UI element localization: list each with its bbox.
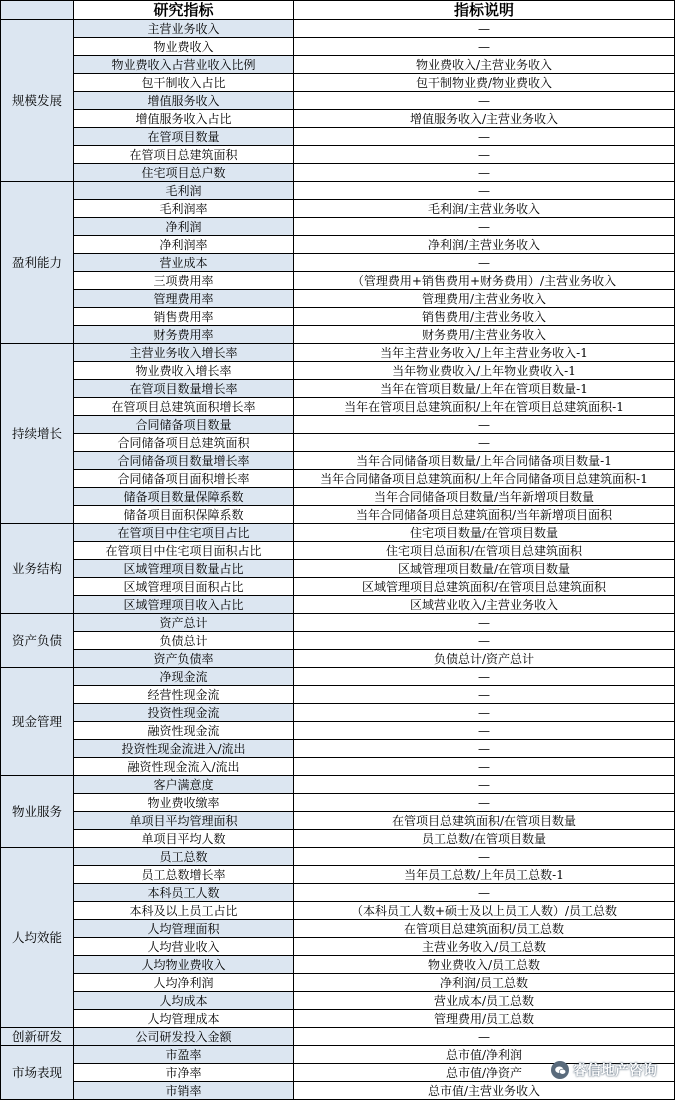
table-row xyxy=(1,92,675,110)
table-row xyxy=(1,164,675,182)
description-cell: 物业费收入/员工总数 xyxy=(294,956,675,974)
description-cell: 总市值/净利润 xyxy=(294,1046,675,1064)
table-row xyxy=(1,650,675,668)
indicator-cell: 人均管理面积 xyxy=(74,920,294,938)
table-row xyxy=(1,470,675,488)
description-cell: — xyxy=(294,146,675,164)
table-row xyxy=(1,758,675,776)
header-row xyxy=(1,1,675,20)
indicator-cell: 主营业务收入 xyxy=(74,20,294,38)
indicator-cell: 增值服务收入占比 xyxy=(74,110,294,128)
table-row xyxy=(1,326,675,344)
table-row xyxy=(1,236,675,254)
description-cell: 在管项目总建筑面积/在管项目数量 xyxy=(294,812,675,830)
description-cell: — xyxy=(294,434,675,452)
indicator-cell: 负债总计 xyxy=(74,632,294,650)
indicator-cell: 净利润 xyxy=(74,218,294,236)
header-description: 指标说明 xyxy=(294,1,675,20)
category-cell: 持续增长 xyxy=(1,344,74,524)
table-row xyxy=(1,722,675,740)
description-cell: 当年员工总数/上年员工总数-1 xyxy=(294,866,675,884)
indicator-cell: 在管项目中住宅项目面积占比 xyxy=(74,542,294,560)
description-cell: — xyxy=(294,884,675,902)
table-row xyxy=(1,596,675,614)
description-cell: 包干制物业费/物业费收入 xyxy=(294,74,675,92)
description-cell: 区域营业收入/主营业务收入 xyxy=(294,596,675,614)
indicator-cell: 净现金流 xyxy=(74,668,294,686)
indicator-cell: 主营业务收入增长率 xyxy=(74,344,294,362)
indicator-cell: 本科员工人数 xyxy=(74,884,294,902)
indicator-cell: 人均管理成本 xyxy=(74,1010,294,1028)
indicator-cell: 住宅项目总户数 xyxy=(74,164,294,182)
indicator-cell: 本科及以上员工占比 xyxy=(74,902,294,920)
indicator-cell: 合同储备项目总建筑面积 xyxy=(74,434,294,452)
description-cell: 当年合同储备项目总建筑面积/上年合同储备项目总建筑面积-1 xyxy=(294,470,675,488)
indicator-cell: 市盈率 xyxy=(74,1046,294,1064)
table-row xyxy=(1,128,675,146)
indicator-cell: 物业费收入 xyxy=(74,38,294,56)
table-row xyxy=(1,398,675,416)
indicator-cell: 管理费用率 xyxy=(74,290,294,308)
table-row xyxy=(1,1082,675,1100)
indicator-cell: 在管项目数量 xyxy=(74,128,294,146)
indicator-cell: 资产总计 xyxy=(74,614,294,632)
table-row xyxy=(1,560,675,578)
indicator-cell: 物业费收缴率 xyxy=(74,794,294,812)
table-row xyxy=(1,146,675,164)
table-row xyxy=(1,632,675,650)
table-row xyxy=(1,74,675,92)
description-cell: 当年主营业务收入/上年主营业务收入-1 xyxy=(294,344,675,362)
indicator-cell: 销售费用率 xyxy=(74,308,294,326)
indicator-cell: 区域管理项目数量占比 xyxy=(74,560,294,578)
table-row xyxy=(1,344,675,362)
table-row xyxy=(1,992,675,1010)
description-cell: — xyxy=(294,794,675,812)
table-row xyxy=(1,740,675,758)
description-cell: 住宅项目总面积/在管项目总建筑面积 xyxy=(294,542,675,560)
description-cell: — xyxy=(294,20,675,38)
description-cell: 增值服务收入/主营业务收入 xyxy=(294,110,675,128)
indicator-cell: 财务费用率 xyxy=(74,326,294,344)
table-row xyxy=(1,524,675,542)
description-cell: 管理费用/员工总数 xyxy=(294,1010,675,1028)
header-indicator: 研究指标 xyxy=(74,1,294,20)
table-row xyxy=(1,110,675,128)
table-row xyxy=(1,974,675,992)
category-cell: 规模发展 xyxy=(1,20,74,182)
category-cell: 市场表现 xyxy=(1,1046,74,1100)
indicator-cell: 三项费用率 xyxy=(74,272,294,290)
table-row xyxy=(1,614,675,632)
indicator-cell: 人均物业费收入 xyxy=(74,956,294,974)
indicator-cell: 员工总数 xyxy=(74,848,294,866)
description-cell: 当年物业费收入/上年物业费收入-1 xyxy=(294,362,675,380)
indicator-cell: 储备项目数量保障系数 xyxy=(74,488,294,506)
description-cell: — xyxy=(294,128,675,146)
indicator-cell: 区域管理项目面积占比 xyxy=(74,578,294,596)
indicator-cell: 市销率 xyxy=(74,1082,294,1100)
table-row xyxy=(1,272,675,290)
description-cell: 住宅项目数量/在管项目数量 xyxy=(294,524,675,542)
description-cell: — xyxy=(294,740,675,758)
category-cell: 现金管理 xyxy=(1,668,74,776)
description-cell: 当年合同储备项目数量/上年合同储备项目数量-1 xyxy=(294,452,675,470)
table-row xyxy=(1,902,675,920)
description-cell: 在管项目总建筑面积/员工总数 xyxy=(294,920,675,938)
description-cell: （管理费用+销售费用+财务费用）/主营业务收入 xyxy=(294,272,675,290)
description-cell: 总市值/主营业务收入 xyxy=(294,1082,675,1100)
indicator-cell: 投资性现金流 xyxy=(74,704,294,722)
description-cell: — xyxy=(294,776,675,794)
table-row xyxy=(1,920,675,938)
indicator-cell: 区域管理项目收入占比 xyxy=(74,596,294,614)
indicator-cell: 在管项目总建筑面积增长率 xyxy=(74,398,294,416)
description-cell: — xyxy=(294,182,675,200)
indicator-cell: 物业费收入占营业收入比例 xyxy=(74,56,294,74)
header-category-cell xyxy=(1,1,74,20)
description-cell: — xyxy=(294,92,675,110)
indicator-cell: 合同储备项目面积增长率 xyxy=(74,470,294,488)
description-cell: 营业成本/员工总数 xyxy=(294,992,675,1010)
description-cell: 销售费用/主营业务收入 xyxy=(294,308,675,326)
indicator-cell: 单项目平均人数 xyxy=(74,830,294,848)
table-row xyxy=(1,254,675,272)
description-cell: 财务费用/主营业务收入 xyxy=(294,326,675,344)
category-cell: 业务结构 xyxy=(1,524,74,614)
table-row xyxy=(1,866,675,884)
watermark xyxy=(551,1060,657,1080)
description-cell: 毛利润/主营业务收入 xyxy=(294,200,675,218)
description-cell: 净利润/员工总数 xyxy=(294,974,675,992)
description-cell: 物业费收入/主营业务收入 xyxy=(294,56,675,74)
table-row xyxy=(1,938,675,956)
indicator-cell: 投资性现金流进入/流出 xyxy=(74,740,294,758)
table-row xyxy=(1,704,675,722)
indicator-cell: 物业费收入增长率 xyxy=(74,362,294,380)
table-row xyxy=(1,1010,675,1028)
table-row xyxy=(1,218,675,236)
indicator-cell: 人均营业收入 xyxy=(74,938,294,956)
table-row xyxy=(1,200,675,218)
table-row xyxy=(1,506,675,524)
indicator-cell: 毛利润率 xyxy=(74,200,294,218)
table-row xyxy=(1,776,675,794)
description-cell: — xyxy=(294,668,675,686)
table-row xyxy=(1,416,675,434)
indicator-cell: 包干制收入占比 xyxy=(74,74,294,92)
description-cell: — xyxy=(294,704,675,722)
indicator-cell: 在管项目中住宅项目占比 xyxy=(74,524,294,542)
indicator-cell: 单项目平均管理面积 xyxy=(74,812,294,830)
indicator-cell: 合同储备项目数量 xyxy=(74,416,294,434)
indicator-cell: 储备项目面积保障系数 xyxy=(74,506,294,524)
description-cell: — xyxy=(294,164,675,182)
description-cell: — xyxy=(294,416,675,434)
description-cell: — xyxy=(294,254,675,272)
table-row xyxy=(1,578,675,596)
table-row xyxy=(1,182,675,200)
table-row xyxy=(1,380,675,398)
indicator-cell: 在管项目总建筑面积 xyxy=(74,146,294,164)
description-cell: 当年在管项目总建筑面积/上年在管项目总建筑面积-1 xyxy=(294,398,675,416)
indicator-cell: 经营性现金流 xyxy=(74,686,294,704)
indicator-cell: 增值服务收入 xyxy=(74,92,294,110)
description-cell: 区域管理项目总建筑面积/在管项目总建筑面积 xyxy=(294,578,675,596)
category-cell: 资产负债 xyxy=(1,614,74,668)
table-row xyxy=(1,794,675,812)
table-body xyxy=(1,20,675,1100)
table-row xyxy=(1,686,675,704)
table-row xyxy=(1,884,675,902)
description-cell: 总市值/净资产 xyxy=(294,1064,675,1082)
indicator-cell: 融资性现金流 xyxy=(74,722,294,740)
table-row xyxy=(1,20,675,38)
description-cell: — xyxy=(294,722,675,740)
description-cell: 净利润/主营业务收入 xyxy=(294,236,675,254)
category-cell: 物业服务 xyxy=(1,776,74,848)
table-row xyxy=(1,452,675,470)
indicator-cell: 人均成本 xyxy=(74,992,294,1010)
indicator-cell: 员工总数增长率 xyxy=(74,866,294,884)
indicator-cell: 融资性现金流入/流出 xyxy=(74,758,294,776)
watermark-text: 睿信地产咨询 xyxy=(573,1063,657,1079)
table-row xyxy=(1,488,675,506)
table-row xyxy=(1,434,675,452)
table-row xyxy=(1,830,675,848)
description-cell: — xyxy=(294,848,675,866)
table-row xyxy=(1,848,675,866)
description-cell: — xyxy=(294,758,675,776)
indicator-cell: 营业成本 xyxy=(74,254,294,272)
description-cell: 负债总计/资产总计 xyxy=(294,650,675,668)
description-cell: — xyxy=(294,632,675,650)
indicator-cell: 在管项目数量增长率 xyxy=(74,380,294,398)
description-cell: 当年合同储备项目总建筑面积/当年新增项目面积 xyxy=(294,506,675,524)
indicator-cell: 毛利润 xyxy=(74,182,294,200)
wechat-icon xyxy=(551,1061,569,1079)
indicator-cell: 合同储备项目数量增长率 xyxy=(74,452,294,470)
table-row xyxy=(1,542,675,560)
description-cell: 员工总数/在管项目数量 xyxy=(294,830,675,848)
table-row xyxy=(1,812,675,830)
table-row xyxy=(1,290,675,308)
description-cell: （本科员工人数+硕士及以上员工人数）/员工总数 xyxy=(294,902,675,920)
category-cell: 盈利能力 xyxy=(1,182,74,344)
description-cell: 当年合同储备项目数量/当年新增项目数量 xyxy=(294,488,675,506)
table-row xyxy=(1,362,675,380)
table-row xyxy=(1,308,675,326)
description-cell: — xyxy=(294,1028,675,1046)
table-row xyxy=(1,1028,675,1046)
description-cell: 管理费用/主营业务收入 xyxy=(294,290,675,308)
category-cell: 人均效能 xyxy=(1,848,74,1028)
description-cell: 主营业务收入/员工总数 xyxy=(294,938,675,956)
indicator-cell: 人均净利润 xyxy=(74,974,294,992)
indicator-cell: 净利润率 xyxy=(74,236,294,254)
table-row xyxy=(1,56,675,74)
table-row xyxy=(1,956,675,974)
description-cell: — xyxy=(294,38,675,56)
table-row xyxy=(1,668,675,686)
indicator-cell: 客户满意度 xyxy=(74,776,294,794)
description-cell: — xyxy=(294,218,675,236)
description-cell: 当年在管项目数量/上年在管项目数量-1 xyxy=(294,380,675,398)
table-row xyxy=(1,38,675,56)
description-cell: — xyxy=(294,614,675,632)
indicator-cell: 资产负债率 xyxy=(74,650,294,668)
category-cell: 创新研发 xyxy=(1,1028,74,1046)
description-cell: 区域管理项目数量/在管项目数量 xyxy=(294,560,675,578)
indicator-cell: 公司研发投入金额 xyxy=(74,1028,294,1046)
description-cell: — xyxy=(294,686,675,704)
indicator-cell: 市净率 xyxy=(74,1064,294,1082)
